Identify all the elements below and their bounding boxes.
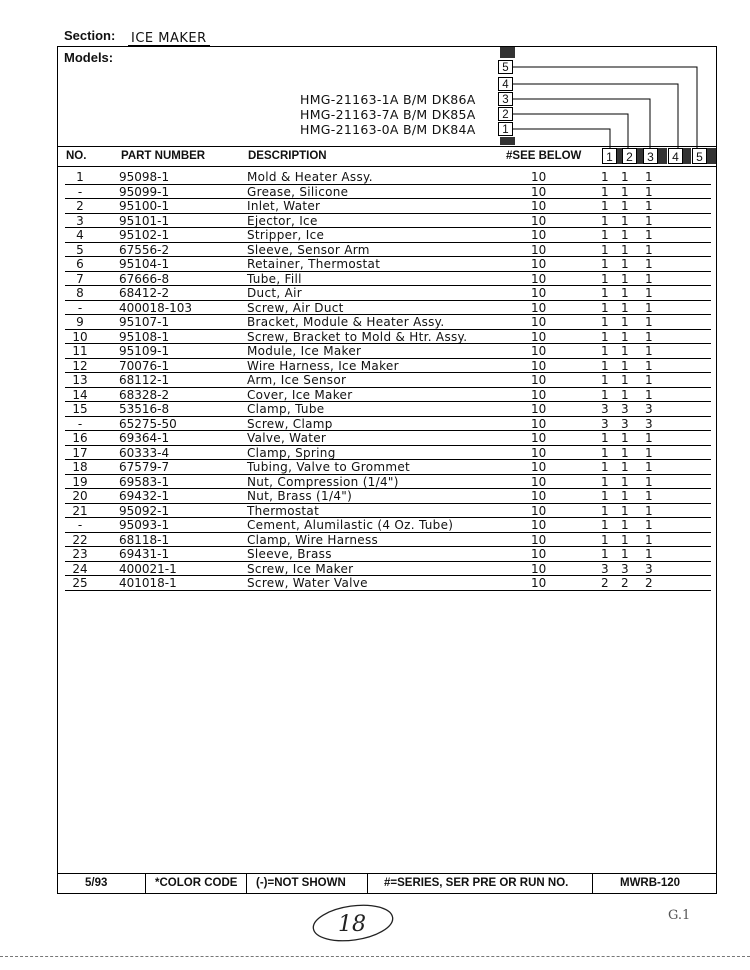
table-row xyxy=(57,402,717,417)
qty-model-3: 1 xyxy=(645,184,653,199)
qty-model-1: 1 xyxy=(601,242,609,257)
col-header-sep xyxy=(683,148,691,164)
table-row xyxy=(57,344,717,359)
part-description: Stripper, Ice xyxy=(247,228,325,242)
footer-divider xyxy=(246,874,247,894)
qty-model-3: 1 xyxy=(645,532,653,547)
table-row xyxy=(57,359,717,374)
qty-model-1: 3 xyxy=(601,561,609,576)
model-box-5: 5 xyxy=(498,60,513,74)
table-row xyxy=(57,272,717,287)
part-description: Sleeve, Brass xyxy=(247,547,332,561)
see-below: 10 xyxy=(531,561,547,576)
col-header-model-2: 2 xyxy=(622,148,637,164)
col-header-model-3: 3 xyxy=(643,148,658,164)
qty-model-3: 3 xyxy=(645,561,653,576)
qty-model-3: 1 xyxy=(645,460,653,474)
qty-model-2: 3 xyxy=(621,416,629,431)
corner-note: G.1 xyxy=(668,908,691,923)
qty-model-2: 1 xyxy=(621,474,629,489)
part-no: 9 xyxy=(76,315,84,329)
see-below: 10 xyxy=(531,228,547,242)
col-header-no: NO. xyxy=(66,150,87,162)
part-no: 21 xyxy=(72,503,88,518)
qty-model-2: 1 xyxy=(621,503,629,518)
table-row xyxy=(57,214,717,229)
part-no: 16 xyxy=(72,431,88,445)
part-description: Clamp, Tube xyxy=(247,402,325,416)
part-description: Arm, Ice Sensor xyxy=(247,373,347,387)
part-description: Duct, Air xyxy=(247,286,302,300)
qty-model-3: 1 xyxy=(645,315,653,329)
qty-model-1: 1 xyxy=(601,460,609,474)
qty-model-1: 1 xyxy=(601,257,609,271)
qty-model-3: 1 xyxy=(645,344,653,358)
part-number: 69432-1 xyxy=(119,489,170,503)
see-below: 10 xyxy=(531,431,547,445)
part-description: Screw, Bracket to Mold & Htr. Assy. xyxy=(247,329,468,344)
col-header-part-number: PART NUMBER xyxy=(121,150,206,162)
qty-model-2: 1 xyxy=(621,242,629,257)
see-below: 10 xyxy=(531,518,547,532)
col-header-see-below: #SEE BELOW xyxy=(506,150,582,162)
table-row xyxy=(57,228,717,243)
part-number: 67579-7 xyxy=(119,460,170,474)
footer-bar xyxy=(57,873,717,894)
qty-model-2: 1 xyxy=(621,431,629,445)
part-number: 95093-1 xyxy=(119,518,170,532)
qty-model-2: 1 xyxy=(621,387,629,402)
see-below: 10 xyxy=(531,503,547,518)
table-row xyxy=(57,460,717,475)
part-number: 68412-2 xyxy=(119,286,170,300)
see-below: 10 xyxy=(531,213,547,228)
part-no: 3 xyxy=(76,213,84,228)
table-row xyxy=(57,504,717,519)
part-number: 95108-1 xyxy=(119,329,170,344)
part-no: 7 xyxy=(76,271,84,286)
qty-model-2: 1 xyxy=(621,300,629,315)
table-row xyxy=(57,330,717,345)
see-below: 10 xyxy=(531,489,547,503)
qty-model-3: 1 xyxy=(645,373,653,387)
qty-model-1: 1 xyxy=(601,373,609,387)
see-below: 10 xyxy=(531,257,547,271)
see-below: 10 xyxy=(531,271,547,286)
qty-model-3: 2 xyxy=(645,576,653,590)
section-label: Section: xyxy=(64,28,116,43)
table-row xyxy=(57,489,717,504)
part-description: Thermostat xyxy=(247,503,320,518)
see-below: 10 xyxy=(531,373,547,387)
see-below: 10 xyxy=(531,402,547,416)
qty-model-2: 1 xyxy=(621,329,629,344)
model-line-3: HMG-21163-1A B/M DK86A xyxy=(300,92,476,107)
part-no: 19 xyxy=(72,474,88,489)
qty-model-3: 1 xyxy=(645,199,653,213)
part-description: Valve, Water xyxy=(247,431,327,445)
qty-model-3: 1 xyxy=(645,518,653,532)
qty-model-3: 1 xyxy=(645,286,653,300)
table-row xyxy=(57,417,717,432)
part-number: 69583-1 xyxy=(119,474,170,489)
part-no: 14 xyxy=(72,387,88,402)
bottom-cut-line xyxy=(0,956,750,957)
see-below: 10 xyxy=(531,344,547,358)
qty-model-1: 1 xyxy=(601,387,609,402)
col-header-model-4: 4 xyxy=(668,148,683,164)
part-number: 400018-103 xyxy=(119,300,193,315)
model-connector-lines xyxy=(0,0,750,170)
part-description: Retainer, Thermostat xyxy=(247,257,381,271)
part-description: Ejector, Ice xyxy=(247,213,318,228)
qty-model-3: 1 xyxy=(645,300,653,315)
part-description: Clamp, Wire Harness xyxy=(247,532,379,547)
qty-model-2: 1 xyxy=(621,358,629,373)
see-below: 10 xyxy=(531,474,547,489)
qty-model-2: 1 xyxy=(621,184,629,199)
see-below: 10 xyxy=(531,300,547,315)
see-below: 10 xyxy=(531,445,547,460)
qty-model-2: 1 xyxy=(621,518,629,532)
part-number: 69364-1 xyxy=(119,431,170,445)
part-no: 18 xyxy=(72,460,88,474)
part-number: 95092-1 xyxy=(119,503,170,518)
part-no: 2 xyxy=(76,199,84,213)
qty-model-2: 1 xyxy=(621,373,629,387)
qty-model-1: 1 xyxy=(601,329,609,344)
part-description: Screw, Water Valve xyxy=(247,576,368,590)
qty-model-1: 1 xyxy=(601,503,609,518)
qty-model-2: 3 xyxy=(621,402,629,416)
see-below: 10 xyxy=(531,532,547,547)
qty-model-3: 1 xyxy=(645,387,653,402)
see-below: 10 xyxy=(531,358,547,373)
footer-divider xyxy=(145,874,146,894)
part-description: Screw, Clamp xyxy=(247,416,333,431)
qty-model-1: 1 xyxy=(601,431,609,445)
part-number: 67666-8 xyxy=(119,271,170,286)
qty-model-2: 2 xyxy=(621,576,629,590)
qty-model-1: 3 xyxy=(601,402,609,416)
qty-model-2: 1 xyxy=(621,315,629,329)
part-description: Mold & Heater Assy. xyxy=(247,170,373,184)
part-number: 95098-1 xyxy=(119,170,170,184)
qty-model-2: 1 xyxy=(621,286,629,300)
table-row xyxy=(57,257,717,272)
part-number: 68112-1 xyxy=(119,373,170,387)
part-description: Screw, Ice Maker xyxy=(247,561,354,576)
page-number-text: 18 xyxy=(338,912,366,937)
qty-model-2: 1 xyxy=(621,460,629,474)
qty-model-1: 1 xyxy=(601,445,609,460)
qty-model-3: 1 xyxy=(645,257,653,271)
qty-model-3: 1 xyxy=(645,474,653,489)
see-below: 10 xyxy=(531,387,547,402)
footer-color-code: *COLOR CODE xyxy=(155,877,238,889)
part-number: 95099-1 xyxy=(119,184,170,199)
header-top-rule xyxy=(57,146,717,147)
qty-model-2: 1 xyxy=(621,271,629,286)
see-below: 10 xyxy=(531,460,547,474)
see-below: 10 xyxy=(531,286,547,300)
see-below: 10 xyxy=(531,329,547,344)
qty-model-3: 1 xyxy=(645,445,653,460)
row-rule xyxy=(65,590,711,591)
part-number: 60333-4 xyxy=(119,445,170,460)
part-description: Nut, Compression (1/4") xyxy=(247,474,399,489)
table-row xyxy=(57,301,717,316)
part-description: Tubing, Valve to Grommet xyxy=(247,460,411,474)
part-no: 23 xyxy=(72,547,88,561)
model-box-1: 1 xyxy=(498,122,513,136)
qty-model-3: 1 xyxy=(645,489,653,503)
qty-model-2: 1 xyxy=(621,532,629,547)
qty-model-3: 1 xyxy=(645,170,653,184)
part-number: 53516-8 xyxy=(119,402,170,416)
part-description: Wire Harness, Ice Maker xyxy=(247,358,399,373)
table-row xyxy=(57,170,717,185)
part-description: Module, Ice Maker xyxy=(247,344,362,358)
qty-model-1: 1 xyxy=(601,315,609,329)
qty-model-3: 1 xyxy=(645,228,653,242)
table-row xyxy=(57,547,717,562)
part-description: Sleeve, Sensor Arm xyxy=(247,242,370,257)
table-row xyxy=(57,533,717,548)
qty-model-3: 1 xyxy=(645,547,653,561)
qty-model-1: 1 xyxy=(601,271,609,286)
table-row xyxy=(57,431,717,446)
part-no: 4 xyxy=(76,228,84,242)
qty-model-3: 1 xyxy=(645,213,653,228)
table-row xyxy=(57,576,717,591)
table-row xyxy=(57,518,717,533)
footer-divider xyxy=(592,874,593,894)
part-no: 10 xyxy=(72,329,88,344)
qty-model-3: 1 xyxy=(645,242,653,257)
see-below: 10 xyxy=(531,170,547,184)
qty-model-2: 1 xyxy=(621,228,629,242)
part-no: 24 xyxy=(72,561,88,576)
footer-doc-number: MWRB-120 xyxy=(620,877,681,889)
qty-model-3: 1 xyxy=(645,358,653,373)
qty-model-1: 1 xyxy=(601,474,609,489)
part-description: Clamp, Spring xyxy=(247,445,336,460)
qty-model-2: 1 xyxy=(621,213,629,228)
qty-model-1: 1 xyxy=(601,547,609,561)
see-below: 10 xyxy=(531,547,547,561)
see-below: 10 xyxy=(531,315,547,329)
part-no: 8 xyxy=(76,286,84,300)
model-box-2: 2 xyxy=(498,107,513,121)
part-description: Tube, Fill xyxy=(247,271,302,286)
qty-model-3: 1 xyxy=(645,329,653,344)
qty-model-2: 1 xyxy=(621,257,629,271)
part-number: 95100-1 xyxy=(119,199,170,213)
model-box-3: 3 xyxy=(498,92,513,106)
table-row xyxy=(57,315,717,330)
qty-model-1: 1 xyxy=(601,518,609,532)
see-below: 10 xyxy=(531,199,547,213)
part-number: 95101-1 xyxy=(119,213,170,228)
qty-model-3: 3 xyxy=(645,402,653,416)
qty-model-1: 1 xyxy=(601,228,609,242)
qty-model-3: 1 xyxy=(645,271,653,286)
part-no: 1 xyxy=(76,170,84,184)
part-description: Nut, Brass (1/4") xyxy=(247,489,353,503)
qty-model-1: 1 xyxy=(601,199,609,213)
part-no: 5 xyxy=(76,242,84,257)
footer-series: #=SERIES, SER PRE OR RUN NO. xyxy=(384,877,569,889)
qty-model-2: 1 xyxy=(621,199,629,213)
part-no: - xyxy=(77,518,83,532)
qty-model-1: 2 xyxy=(601,576,609,590)
part-no: - xyxy=(77,416,83,431)
see-below: 10 xyxy=(531,242,547,257)
col-header-sep xyxy=(658,148,667,164)
part-number: 67556-2 xyxy=(119,242,170,257)
qty-model-1: 3 xyxy=(601,416,609,431)
part-no: 22 xyxy=(72,532,88,547)
see-below: 10 xyxy=(531,416,547,431)
qty-model-1: 1 xyxy=(601,213,609,228)
part-number: 95107-1 xyxy=(119,315,170,329)
part-number: 65275-50 xyxy=(119,416,177,431)
qty-model-1: 1 xyxy=(601,184,609,199)
part-no: 25 xyxy=(72,576,88,590)
table-row xyxy=(57,185,717,200)
footer-divider xyxy=(367,874,368,894)
qty-model-3: 1 xyxy=(645,431,653,445)
part-number: 95102-1 xyxy=(119,228,170,242)
header-bottom-rule xyxy=(57,166,717,167)
part-number: 70076-1 xyxy=(119,358,170,373)
model-box-4: 4 xyxy=(498,77,513,91)
part-number: 95104-1 xyxy=(119,257,170,271)
qty-model-1: 1 xyxy=(601,344,609,358)
table-row xyxy=(57,446,717,461)
qty-model-2: 1 xyxy=(621,547,629,561)
see-below: 10 xyxy=(531,184,547,199)
qty-model-2: 1 xyxy=(621,344,629,358)
page-number-handwritten xyxy=(310,902,396,944)
part-number: 401018-1 xyxy=(119,576,177,590)
part-description: Inlet, Water xyxy=(247,199,321,213)
part-no: 13 xyxy=(72,373,88,387)
model-line-2: HMG-21163-7A B/M DK85A xyxy=(300,107,476,122)
qty-model-1: 1 xyxy=(601,532,609,547)
part-description: Cement, Alumilastic (4 Oz. Tube) xyxy=(247,518,454,532)
table-row xyxy=(57,373,717,388)
qty-model-1: 1 xyxy=(601,170,609,184)
part-description: Grease, Silicone xyxy=(247,184,349,199)
part-no: 20 xyxy=(72,489,88,503)
table-row xyxy=(57,562,717,577)
col-header-model-5: 5 xyxy=(692,148,707,164)
part-no: - xyxy=(77,184,83,199)
part-no: 11 xyxy=(72,344,88,358)
part-no: 12 xyxy=(72,358,88,373)
part-number: 400021-1 xyxy=(119,561,177,576)
part-number: 69431-1 xyxy=(119,547,170,561)
qty-model-3: 3 xyxy=(645,416,653,431)
table-row xyxy=(57,475,717,490)
qty-model-2: 1 xyxy=(621,170,629,184)
part-description: Screw, Air Duct xyxy=(247,300,344,315)
qty-model-2: 1 xyxy=(621,445,629,460)
table-row xyxy=(57,286,717,301)
part-number: 68118-1 xyxy=(119,532,170,547)
part-no: 17 xyxy=(72,445,88,460)
table-row xyxy=(57,243,717,258)
qty-model-2: 1 xyxy=(621,489,629,503)
footer-date: 5/93 xyxy=(85,877,108,889)
see-below: 10 xyxy=(531,576,547,590)
part-number: 68328-2 xyxy=(119,387,170,402)
qty-model-1: 1 xyxy=(601,358,609,373)
qty-model-1: 1 xyxy=(601,300,609,315)
qty-model-1: 1 xyxy=(601,489,609,503)
model-line-1: HMG-21163-0A B/M DK84A xyxy=(300,122,476,137)
models-label: Models: xyxy=(64,50,114,65)
col-header-model-1: 1 xyxy=(602,148,617,164)
table-row xyxy=(57,388,717,403)
part-no: 15 xyxy=(72,402,88,416)
part-description: Bracket, Module & Heater Assy. xyxy=(247,315,445,329)
table-row xyxy=(57,199,717,214)
part-no: - xyxy=(77,300,83,315)
qty-model-2: 3 xyxy=(621,561,629,576)
part-number: 95109-1 xyxy=(119,344,170,358)
qty-model-3: 1 xyxy=(645,503,653,518)
footer-not-shown: (-)=NOT SHOWN xyxy=(256,877,346,889)
part-description: Cover, Ice Maker xyxy=(247,387,353,402)
qty-model-1: 1 xyxy=(601,286,609,300)
part-no: 6 xyxy=(76,257,84,271)
col-header-sep xyxy=(707,148,716,164)
col-header-description: DESCRIPTION xyxy=(248,150,327,162)
section-value: ICE MAKER xyxy=(131,31,207,46)
